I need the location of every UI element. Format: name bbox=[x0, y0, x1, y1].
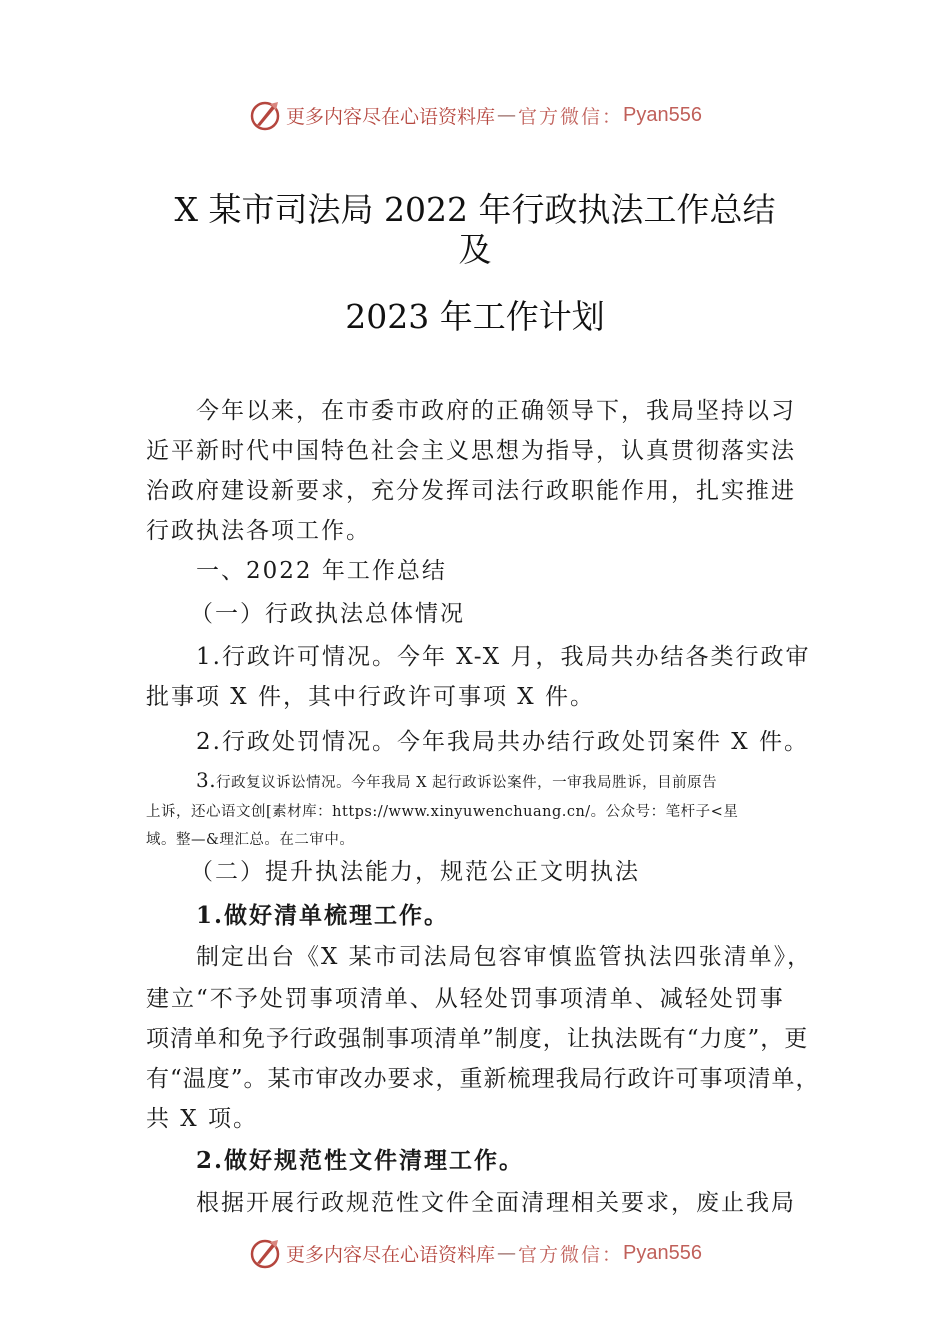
document-title-line2: 及 bbox=[458, 230, 492, 269]
item-line: 1.行政许可情况。今年 X-X 月，我局共办结各类行政审 bbox=[196, 644, 811, 670]
item3-text: 行政复议诉讼情况。今年我局 X 起行政诉讼案件，一审我局胜诉，目前原告 bbox=[216, 775, 718, 791]
pen-quill-logo-icon bbox=[248, 98, 282, 132]
intro-line: 治政府建设新要求，充分发挥司法行政职能作用，扎实推进 bbox=[146, 478, 796, 504]
footer-banner bbox=[0, 1233, 950, 1273]
document-title-line1: X 某市司法局 2022 年行政执法工作总结 bbox=[174, 190, 776, 229]
subsection-heading: （一）行政执法总体情况 bbox=[190, 601, 465, 627]
item-line: 批事项 X 件，其中行政许可事项 X 件。 bbox=[146, 684, 595, 710]
paragraph-line: 根据开展行政规范性文件全面清理相关要求，废止我局 bbox=[196, 1190, 796, 1216]
intro-line: 今年以来，在市委市政府的正确领导下，我局坚持以习 bbox=[196, 398, 796, 424]
item-line: 2.行政处罚情况。今年我局共办结行政处罚案件 X 件。 bbox=[196, 729, 809, 755]
item3-number: 3. bbox=[196, 768, 217, 792]
subsection-heading: （二）提升执法能力，规范公正文明执法 bbox=[190, 859, 640, 885]
banner-separator: — bbox=[497, 104, 517, 126]
header-banner bbox=[0, 95, 950, 135]
item3-line bbox=[196, 768, 886, 792]
item3-line: 域。整—&理汇总。在二审中。 bbox=[146, 832, 355, 848]
banner-wechat-label: 官方微信： bbox=[518, 105, 624, 128]
intro-line: 行政执法各项工作。 bbox=[146, 518, 371, 544]
paragraph-line: 制定出台《X 某市司法局包容审慎监管执法四张清单》， bbox=[196, 944, 813, 970]
intro-line: 近平新时代中国特色社会主义思想为指导，认真贯彻落实法 bbox=[146, 438, 796, 464]
section-heading: 一、2022 年工作总结 bbox=[196, 558, 447, 584]
paragraph-line: 项清单和免予行政强制事项清单”制度，让执法既有“力度”，更 bbox=[146, 1026, 809, 1052]
banner-brand: 更多内容尽在心语资料库 bbox=[286, 1243, 496, 1266]
banner-separator: — bbox=[497, 1242, 517, 1264]
paragraph-line: 建立“不予处罚事项清单、从轻处罚事项清单、减轻处罚事 bbox=[146, 986, 785, 1012]
bold-heading: 2.做好规范性文件清理工作。 bbox=[196, 1147, 525, 1174]
paragraph-line: 共 X 项。 bbox=[146, 1106, 258, 1132]
banner-wechat-id: Pyan556 bbox=[623, 1241, 702, 1264]
pen-quill-logo-icon bbox=[248, 1236, 282, 1270]
paragraph-line: 有“温度”。某市审改办要求，重新梳理我局行政许可事项清单， bbox=[146, 1066, 820, 1092]
bold-heading: 1.做好清单梳理工作。 bbox=[196, 902, 450, 929]
document-title-line3: 2023 年工作计划 bbox=[345, 297, 605, 336]
item3-line: 上诉，还心语文创[素材库：https://www.xinyuwenchuang.cn/。公众号：笔杆子<星 bbox=[146, 804, 739, 820]
banner-brand: 更多内容尽在心语资料库 bbox=[286, 105, 496, 128]
banner-wechat-id: Pyan556 bbox=[623, 103, 702, 126]
banner-wechat-label: 官方微信： bbox=[518, 1243, 624, 1266]
